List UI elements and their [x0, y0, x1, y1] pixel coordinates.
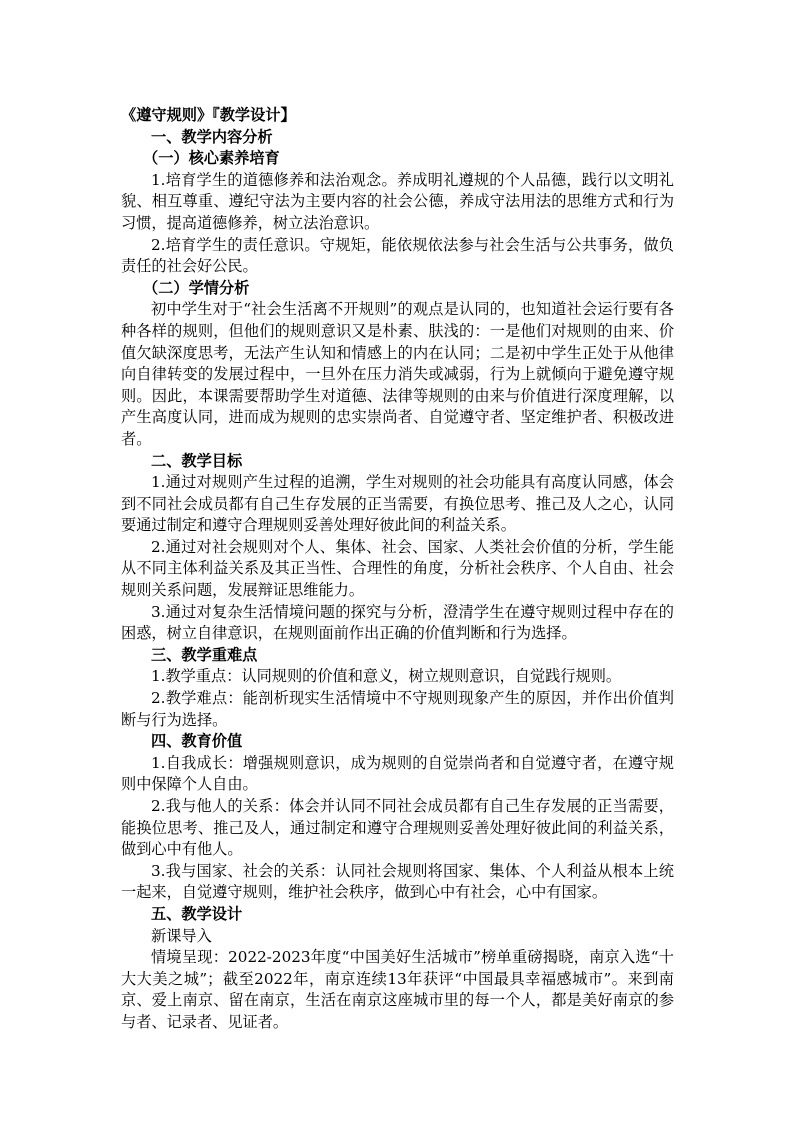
- paragraph: 初中学生对于“社会生活离不开规则”的观点是认同的，也知道社会运行要有各种各样的规则，但他们的规则意识又是朴素、肤浅的：一是他们对规则的由来、价值欠缺深度思考，无法产生认知和情感上的内在认同；二是初中学生正处于从他律向自律转变的发展过程中，一旦外在压力消失或减弱，行为上就倾向于避免遵守规则。因此，本课需要帮助学生对道德、法律等规则的由来与价值进行深度理解，以产生高度认同，进而成为规则的忠实崇尚者、自觉遵守者、坚定维护者、积极改进者。: [121, 300, 674, 448]
- paragraph: 1.培育学生的道德修养和法治观念。养成明礼遵规的个人品德，践行以文明礼貌、相互尊重、遵纪守法为主要内容的社会公德，养成守法用法的思维方式和行为习惯，提高道德修养，树立法治意识。: [121, 170, 674, 232]
- paragraph: 1.通过对规则产生过程的追溯，学生对规则的社会功能具有高度认同感，体会到不同社会成员都有自己生存发展的正当需要，有换位思考、推己及人之心，认同要通过制定和遵守合理规则妥善处理好彼此间的利益关系。: [121, 473, 674, 535]
- paragraph: 1.教学重点：认同规则的价值和意义，树立规则意识，自觉践行规则。: [151, 667, 622, 686]
- paragraph: 2.通过对社会规则对个人、集体、社会、国家、人类社会价值的分析，学生能从不同主体利益关系及其正当性、合理性的角度，分析社会秩序、个人自由、社会规则关系问题，发展辩证思维能力。: [121, 537, 674, 600]
- document-body: [121, 105, 674, 1034]
- paragraph: 3.通过对复杂生活情境问题的探究与分析，澄清学生在遵守规则过程中存在的困惑，树立自律意识，在规则面前作出正确的价值判断和行为选择。: [121, 602, 674, 643]
- section-heading-education-value: 四、教育价值: [151, 732, 243, 751]
- section-heading-teaching-design: 五、教学设计: [151, 904, 243, 923]
- subheading-core-literacy: （一）核心素养培育: [143, 149, 280, 168]
- section-heading-teaching-goals: 二、教学目标: [151, 451, 243, 470]
- paragraph: 2.教学难点：能剖析现实生活情境中不守规则现象产生的原因，并作出价值判断与行为选择。: [121, 689, 674, 729]
- section-heading-content-analysis: 一、教学内容分析: [151, 127, 273, 146]
- paragraph: 情境呈现：2022-2023年度“中国美好生活城市”榜单重磅揭晓，南京入选“十大大美之城”；截至2022年，南京连续13年获评“中国最具幸福感城市”。来到南京、爱上南京、留在南京，生活在南京这座城市里的每一个人，都是美好南京的参与者、记录者、见证者。: [121, 948, 674, 1031]
- document-title: 《遵守规则》『教学设计】: [121, 106, 296, 124]
- section-heading-key-points: 三、教学重难点: [151, 645, 258, 664]
- paragraph: 2.培育学生的责任意识。守规矩，能依规依法参与社会生活与公共事务，做负责任的社会好公民。: [121, 235, 674, 276]
- paragraph-intro-label: 新课导入: [151, 926, 212, 945]
- subheading-student-analysis: （二）学情分析: [143, 278, 250, 297]
- paragraph: 2.我与他人的关系：体会并认同不同社会成员都有自己生存发展的正当需要，能换位思考、推己及人，通过制定和遵守合理规则妥善处理好彼此间的利益关系，做到心中有他人。: [121, 797, 674, 859]
- paragraph: 1.自我成长：增强规则意识，成为规则的自觉崇尚者和自觉遵守者，在遵守规则中保障个人自由。: [121, 753, 674, 794]
- paragraph: 3.我与国家、社会的关系：认同社会规则将国家、集体、个人利益从根本上统一起来，自觉遵守规则，维护社会秩序，做到心中有社会，心中有国家。: [121, 861, 674, 902]
